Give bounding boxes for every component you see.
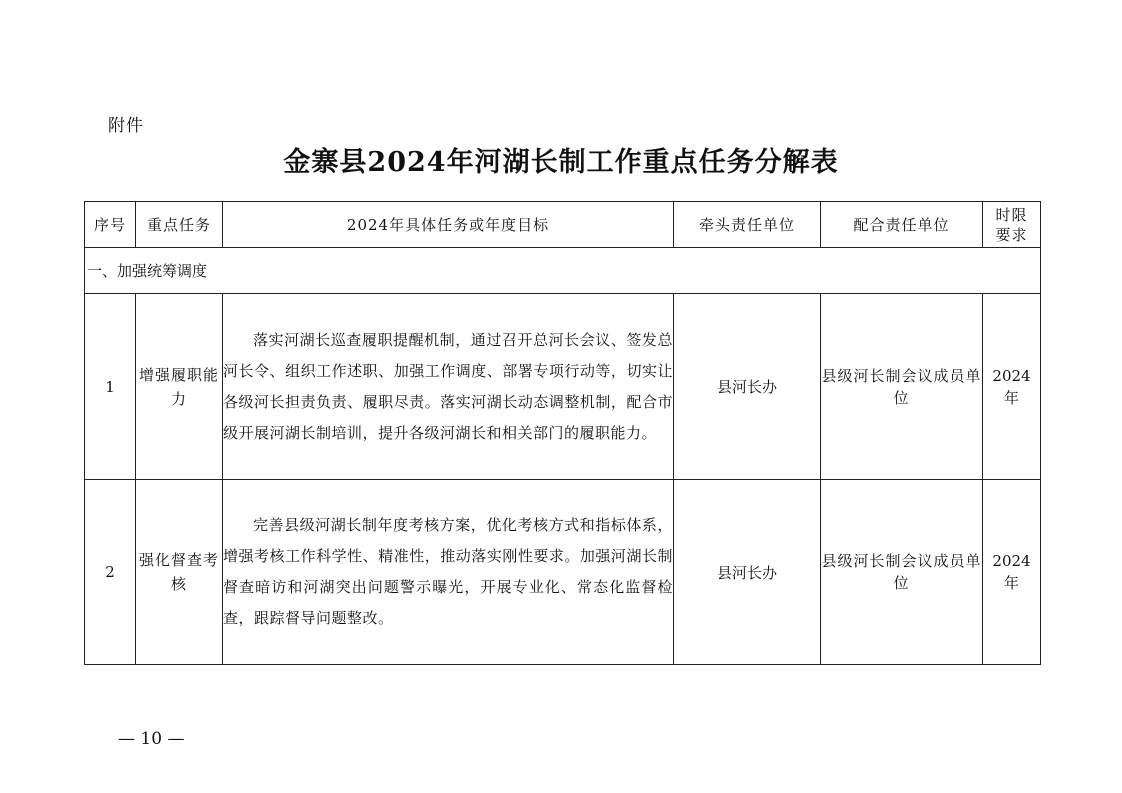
row-index: 2 (85, 480, 136, 665)
row-key-task: 增强履职能力 (136, 294, 223, 480)
row-time-limit-unit: 年 (1003, 388, 1019, 407)
header-time-limit-line2: 要求 (995, 225, 1028, 244)
header-cooperating-units: 配合责任单位 (821, 202, 983, 248)
header-key-task: 重点任务 (136, 202, 223, 248)
task-breakdown-table (84, 201, 1041, 665)
row-content (223, 480, 674, 665)
row-index: 1 (85, 294, 136, 480)
row-time-limit (983, 480, 1041, 665)
row-key-task: 强化督查考核 (136, 480, 223, 665)
row-lead-unit: 县河长办 (674, 480, 821, 665)
section-row (85, 248, 1041, 294)
row-time-limit-year: 2024 (992, 366, 1031, 385)
row-cooperating-units: 县级河长制会议成员单位 (821, 480, 983, 665)
row-content-text: 落实河湖长巡查履职提醒机制，通过召开总河长会议、签发总河长令、组织工作述职、加强工作调度、部署专项行动等，切实让各级河长担责负责、履职尽责。落实河湖长动态调整机制，配合市级开展河湖长制培训，提升各级河湖长和相关部门的履职能力。 (223, 330, 673, 442)
document-title: 金寨县2024年河湖长制工作重点任务分解表 (283, 147, 839, 178)
table-row (85, 480, 1041, 665)
row-time-limit-unit: 年 (1003, 574, 1019, 592)
section-heading: 一、加强统筹调度 (85, 248, 1041, 294)
row-cooperating-units: 县级河长制会议成员单位 (821, 294, 983, 480)
header-content: 2024年具体任务或年度目标 (223, 202, 674, 248)
attachment-label: 附件 (108, 116, 144, 136)
row-time-limit-year: 2024 (992, 552, 1031, 570)
header-time-limit (983, 202, 1041, 248)
row-time-limit (983, 294, 1041, 480)
page-number: — 10 — (118, 729, 185, 749)
row-content (223, 294, 674, 480)
table-header-row (85, 202, 1041, 248)
table-row (85, 294, 1041, 480)
row-lead-unit: 县河长办 (674, 294, 821, 480)
row-content-text: 完善县级河湖长制年度考核方案，优化考核方式和指标体系，增强考核工作科学性、精准性，推动落实刚性要求。加强河湖长制督查暗访和河湖突出问题警示曝光，开展专业化、常态化监督检查，跟踪督导问题整改。 (223, 516, 673, 627)
header-index: 序号 (85, 202, 136, 248)
header-lead-unit: 牵头责任单位 (674, 202, 821, 248)
header-time-limit-line1: 时限 (995, 205, 1028, 224)
